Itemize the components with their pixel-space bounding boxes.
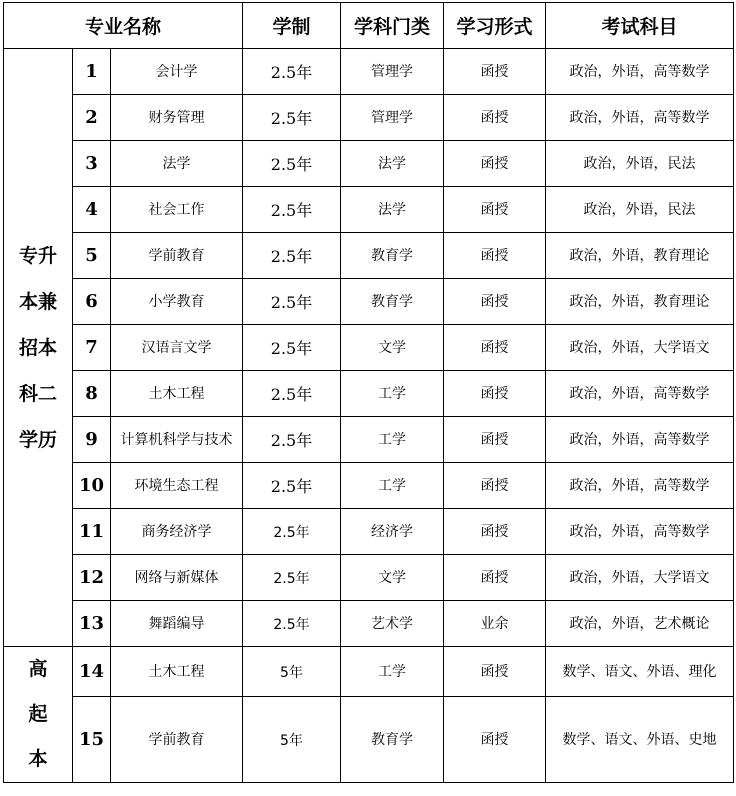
table-row — [4, 463, 734, 509]
row-number: 11 — [73, 509, 111, 555]
major-name: 商务经济学 — [111, 509, 243, 555]
major-name: 法学 — [111, 141, 243, 187]
category: 教育学 — [341, 233, 444, 279]
major-name: 土木工程 — [111, 371, 243, 417]
table-row — [4, 371, 734, 417]
major-name: 汉语言文学 — [111, 325, 243, 371]
duration: 2.5年 — [243, 95, 341, 141]
row-number: 3 — [73, 141, 111, 187]
row-number: 14 — [73, 647, 111, 697]
major-name: 网络与新媒体 — [111, 555, 243, 601]
category: 教育学 — [341, 279, 444, 325]
duration: 2.5年 — [243, 325, 341, 371]
exam-subjects: 政治，外语，教育理论 — [546, 233, 734, 279]
category: 管理学 — [341, 49, 444, 95]
study-mode: 函授 — [444, 697, 546, 783]
major-name: 会计学 — [111, 49, 243, 95]
header-category: 学科门类 — [341, 3, 444, 49]
group-label-line: 科二 — [18, 382, 57, 405]
exam-subjects: 政治，外语，民法 — [546, 141, 734, 187]
duration: 2.5年 — [243, 555, 341, 601]
group-zhuanshengben — [4, 49, 73, 647]
group-label-line: 招本 — [18, 336, 57, 359]
duration: 5年 — [243, 647, 341, 697]
group-label-line: 起 — [28, 703, 48, 725]
category: 工学 — [341, 647, 444, 697]
duration: 5年 — [243, 697, 341, 783]
table-row — [4, 697, 734, 783]
table-row — [4, 417, 734, 463]
study-mode: 函授 — [444, 279, 546, 325]
study-mode: 函授 — [444, 555, 546, 601]
table-row — [4, 601, 734, 647]
table-row — [4, 279, 734, 325]
group-label-line: 学历 — [18, 428, 57, 451]
row-number: 13 — [73, 601, 111, 647]
major-name: 环境生态工程 — [111, 463, 243, 509]
majors-table — [3, 2, 734, 783]
exam-subjects: 政治，外语，大学语文 — [546, 555, 734, 601]
row-number: 15 — [73, 697, 111, 783]
exam-subjects: 政治，外语，民法 — [546, 187, 734, 233]
study-mode: 函授 — [444, 417, 546, 463]
major-name: 小学教育 — [111, 279, 243, 325]
study-mode: 函授 — [444, 325, 546, 371]
study-mode: 业余 — [444, 601, 546, 647]
row-number: 7 — [73, 325, 111, 371]
exam-subjects: 政治，外语，高等数学 — [546, 463, 734, 509]
category: 文学 — [341, 555, 444, 601]
exam-subjects: 政治，外语，大学语文 — [546, 325, 734, 371]
major-name: 计算机科学与技术 — [111, 417, 243, 463]
duration: 2.5年 — [243, 463, 341, 509]
group-label-line: 本 — [28, 748, 48, 770]
category: 工学 — [341, 463, 444, 509]
study-mode: 函授 — [444, 187, 546, 233]
exam-subjects: 政治，外语，教育理论 — [546, 279, 734, 325]
group-gaoqiben — [4, 647, 73, 783]
header-exam: 考试科目 — [546, 3, 734, 49]
group-label-line: 本兼 — [18, 290, 57, 313]
major-name: 学前教育 — [111, 697, 243, 783]
table-row — [4, 647, 734, 697]
category: 艺术学 — [341, 601, 444, 647]
category: 文学 — [341, 325, 444, 371]
row-number: 9 — [73, 417, 111, 463]
duration: 2.5年 — [243, 233, 341, 279]
table-row — [4, 187, 734, 233]
duration: 2.5年 — [243, 187, 341, 233]
exam-subjects: 政治，外语，高等数学 — [546, 49, 734, 95]
group-label-line: 高 — [28, 658, 48, 680]
table-row — [4, 95, 734, 141]
duration: 2.5年 — [243, 279, 341, 325]
study-mode: 函授 — [444, 49, 546, 95]
duration: 2.5年 — [243, 49, 341, 95]
table-row — [4, 509, 734, 555]
table-row — [4, 233, 734, 279]
category: 经济学 — [341, 509, 444, 555]
row-number: 10 — [73, 463, 111, 509]
row-number: 8 — [73, 371, 111, 417]
table-row — [4, 325, 734, 371]
header-major: 专业名称 — [4, 3, 243, 49]
table-row — [4, 141, 734, 187]
duration: 2.5年 — [243, 601, 341, 647]
major-name: 土木工程 — [111, 647, 243, 697]
duration: 2.5年 — [243, 141, 341, 187]
category: 教育学 — [341, 697, 444, 783]
study-mode: 函授 — [444, 233, 546, 279]
study-mode: 函授 — [444, 509, 546, 555]
major-name: 社会工作 — [111, 187, 243, 233]
duration: 2.5年 — [243, 371, 341, 417]
row-number: 1 — [73, 49, 111, 95]
category: 法学 — [341, 187, 444, 233]
category: 工学 — [341, 371, 444, 417]
header-mode: 学习形式 — [444, 3, 546, 49]
header-row — [4, 3, 734, 49]
category: 工学 — [341, 417, 444, 463]
row-number: 4 — [73, 187, 111, 233]
major-name: 舞蹈编导 — [111, 601, 243, 647]
study-mode: 函授 — [444, 141, 546, 187]
exam-subjects: 政治，外语，高等数学 — [546, 417, 734, 463]
study-mode: 函授 — [444, 95, 546, 141]
exam-subjects: 数学、语文、外语、史地 — [546, 697, 734, 783]
major-name: 学前教育 — [111, 233, 243, 279]
exam-subjects: 政治，外语，高等数学 — [546, 509, 734, 555]
duration: 2.5年 — [243, 417, 341, 463]
row-number: 5 — [73, 233, 111, 279]
exam-subjects: 政治，外语，高等数学 — [546, 371, 734, 417]
row-number: 2 — [73, 95, 111, 141]
row-number: 6 — [73, 279, 111, 325]
exam-subjects: 政治，外语，高等数学 — [546, 95, 734, 141]
row-number: 12 — [73, 555, 111, 601]
header-duration: 学制 — [243, 3, 341, 49]
major-name: 财务管理 — [111, 95, 243, 141]
table-row — [4, 555, 734, 601]
study-mode: 函授 — [444, 463, 546, 509]
study-mode: 函授 — [444, 647, 546, 697]
exam-subjects: 政治，外语，艺术概论 — [546, 601, 734, 647]
group-label-line: 专升 — [18, 244, 57, 267]
category: 法学 — [341, 141, 444, 187]
duration: 2.5年 — [243, 509, 341, 555]
table-row — [4, 49, 734, 95]
exam-subjects: 数学、语文、外语、理化 — [546, 647, 734, 697]
study-mode: 函授 — [444, 371, 546, 417]
category: 管理学 — [341, 95, 444, 141]
